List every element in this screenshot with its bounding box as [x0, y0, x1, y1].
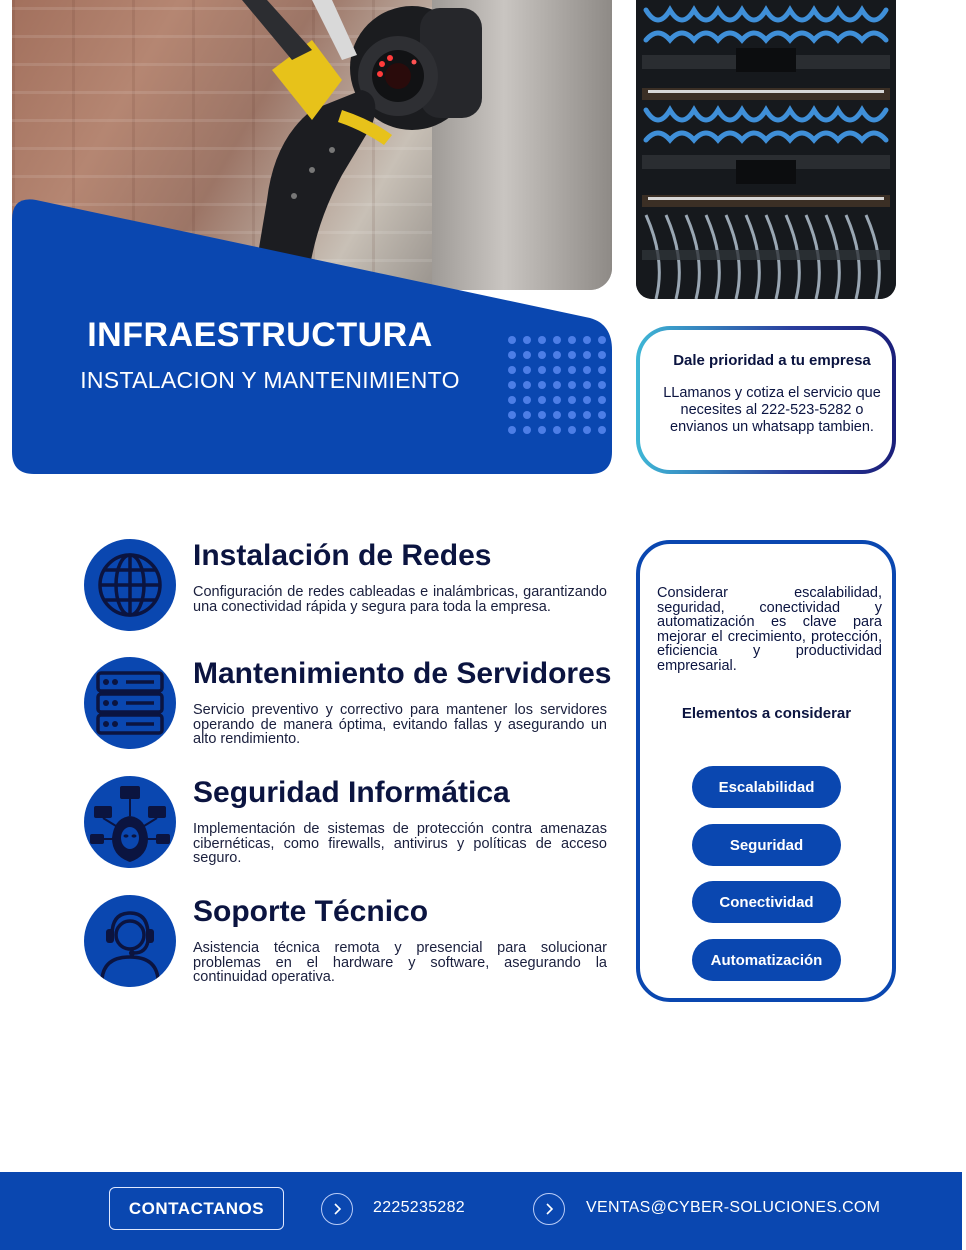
decorative-dot — [553, 426, 561, 434]
service-title: Soporte Técnico — [193, 895, 429, 928]
priority-card — [636, 326, 896, 474]
elements-heading: Elementos a considerar — [681, 705, 852, 722]
decorative-dot — [538, 366, 546, 374]
globe-icon — [84, 539, 176, 631]
decorative-dot — [538, 381, 546, 389]
decorative-dot — [568, 351, 576, 359]
decorative-dot — [568, 396, 576, 404]
decorative-dot — [553, 411, 561, 419]
decorative-dot — [583, 336, 591, 344]
decorative-dot — [568, 426, 576, 434]
decorative-dot — [508, 396, 516, 404]
service-description: Asistencia técnica remota y presencial para solucionar problemas en el hardware y software, asegurando la continuidad operativa. — [193, 940, 607, 985]
decorative-dot — [568, 411, 576, 419]
priority-title: Dale prioridad a tu empresa — [673, 352, 871, 369]
decorative-dot — [523, 381, 531, 389]
priority-text: LLamanos y cotiza el servicio que necesites al 222-523-5282 o envianos un whatsapp tambien. — [663, 385, 881, 435]
decorative-dot — [553, 351, 561, 359]
decorative-dot — [523, 426, 531, 434]
chevron-right-icon — [321, 1193, 353, 1225]
decorative-dot — [598, 366, 606, 374]
decorative-dot — [598, 411, 606, 419]
decorative-dot — [553, 366, 561, 374]
decorative-dot — [538, 351, 546, 359]
decorative-dot — [523, 396, 531, 404]
chevron-right-icon — [533, 1193, 565, 1225]
decorative-dot — [508, 426, 516, 434]
decorative-dot — [553, 336, 561, 344]
server-icon — [84, 657, 176, 749]
decorative-dot — [523, 351, 531, 359]
decorative-dot — [598, 396, 606, 404]
pill-escalabilidad: Escalabilidad — [692, 766, 841, 808]
decorative-dot — [508, 366, 516, 374]
decorative-dot — [598, 381, 606, 389]
decorative-dot — [568, 381, 576, 389]
decorative-dot — [553, 381, 561, 389]
decorative-dot — [523, 366, 531, 374]
decorative-dot — [538, 396, 546, 404]
footer-bar — [0, 1172, 962, 1250]
decorative-dot — [583, 396, 591, 404]
decorative-dot — [583, 366, 591, 374]
service-title: Seguridad Informática — [193, 776, 510, 809]
service-description: Servicio preventivo y correctivo para mantener los servidores operando de manera óptima, evitando fallas y asegurando un alto rendimiento. — [193, 702, 607, 747]
decorative-dot-grid — [508, 336, 612, 448]
hero-subtitle: INSTALACION Y MANTENIMIENTO — [80, 367, 460, 393]
decorative-dot — [523, 336, 531, 344]
footer-email: VENTAS@CYBER-SOLUCIONES.COM — [586, 1199, 881, 1216]
decorative-dot — [508, 381, 516, 389]
service-description: Implementación de sistemas de protección contra amenazas cibernéticas, como firewalls, antivirus y políticas de acceso seguro. — [193, 821, 607, 866]
decorative-dot — [523, 411, 531, 419]
hero-title: INFRAESTRUCTURA — [87, 316, 433, 354]
decorative-dot — [583, 351, 591, 359]
elements-card — [636, 540, 896, 1002]
decorative-dot — [508, 411, 516, 419]
decorative-dot — [598, 351, 606, 359]
decorative-dot — [538, 426, 546, 434]
headset-support-icon — [84, 895, 176, 987]
contact-button[interactable]: CONTACTANOS — [109, 1187, 284, 1230]
decorative-dot — [538, 336, 546, 344]
pill-seguridad: Seguridad — [692, 824, 841, 866]
decorative-dot — [508, 336, 516, 344]
pill-automatizacion: Automatización — [692, 939, 841, 981]
network-patch-panel-photo — [636, 0, 896, 299]
service-title: Mantenimiento de Servidores — [193, 657, 612, 690]
decorative-dot — [583, 426, 591, 434]
decorative-dot — [583, 381, 591, 389]
service-description: Configuración de redes cableadas e inalámbricas, garantizando una conectividad rápida y segura para toda la empresa. — [193, 584, 607, 615]
decorative-dot — [598, 336, 606, 344]
decorative-dot — [598, 426, 606, 434]
service-title: Instalación de Redes — [193, 539, 492, 572]
hacker-network-icon — [84, 776, 176, 868]
decorative-dot — [538, 411, 546, 419]
decorative-dot — [583, 411, 591, 419]
decorative-dot — [568, 366, 576, 374]
decorative-dot — [553, 396, 561, 404]
pill-conectividad: Conectividad — [692, 881, 841, 923]
footer-phone: 2225235282 — [373, 1199, 465, 1216]
elements-intro: Considerar escalabilidad, seguridad, conectividad y automatización es clave para mejorar el crecimiento, protección, eficiencia y productividad empresarial. — [657, 585, 882, 674]
decorative-dot — [568, 336, 576, 344]
decorative-dot — [508, 351, 516, 359]
